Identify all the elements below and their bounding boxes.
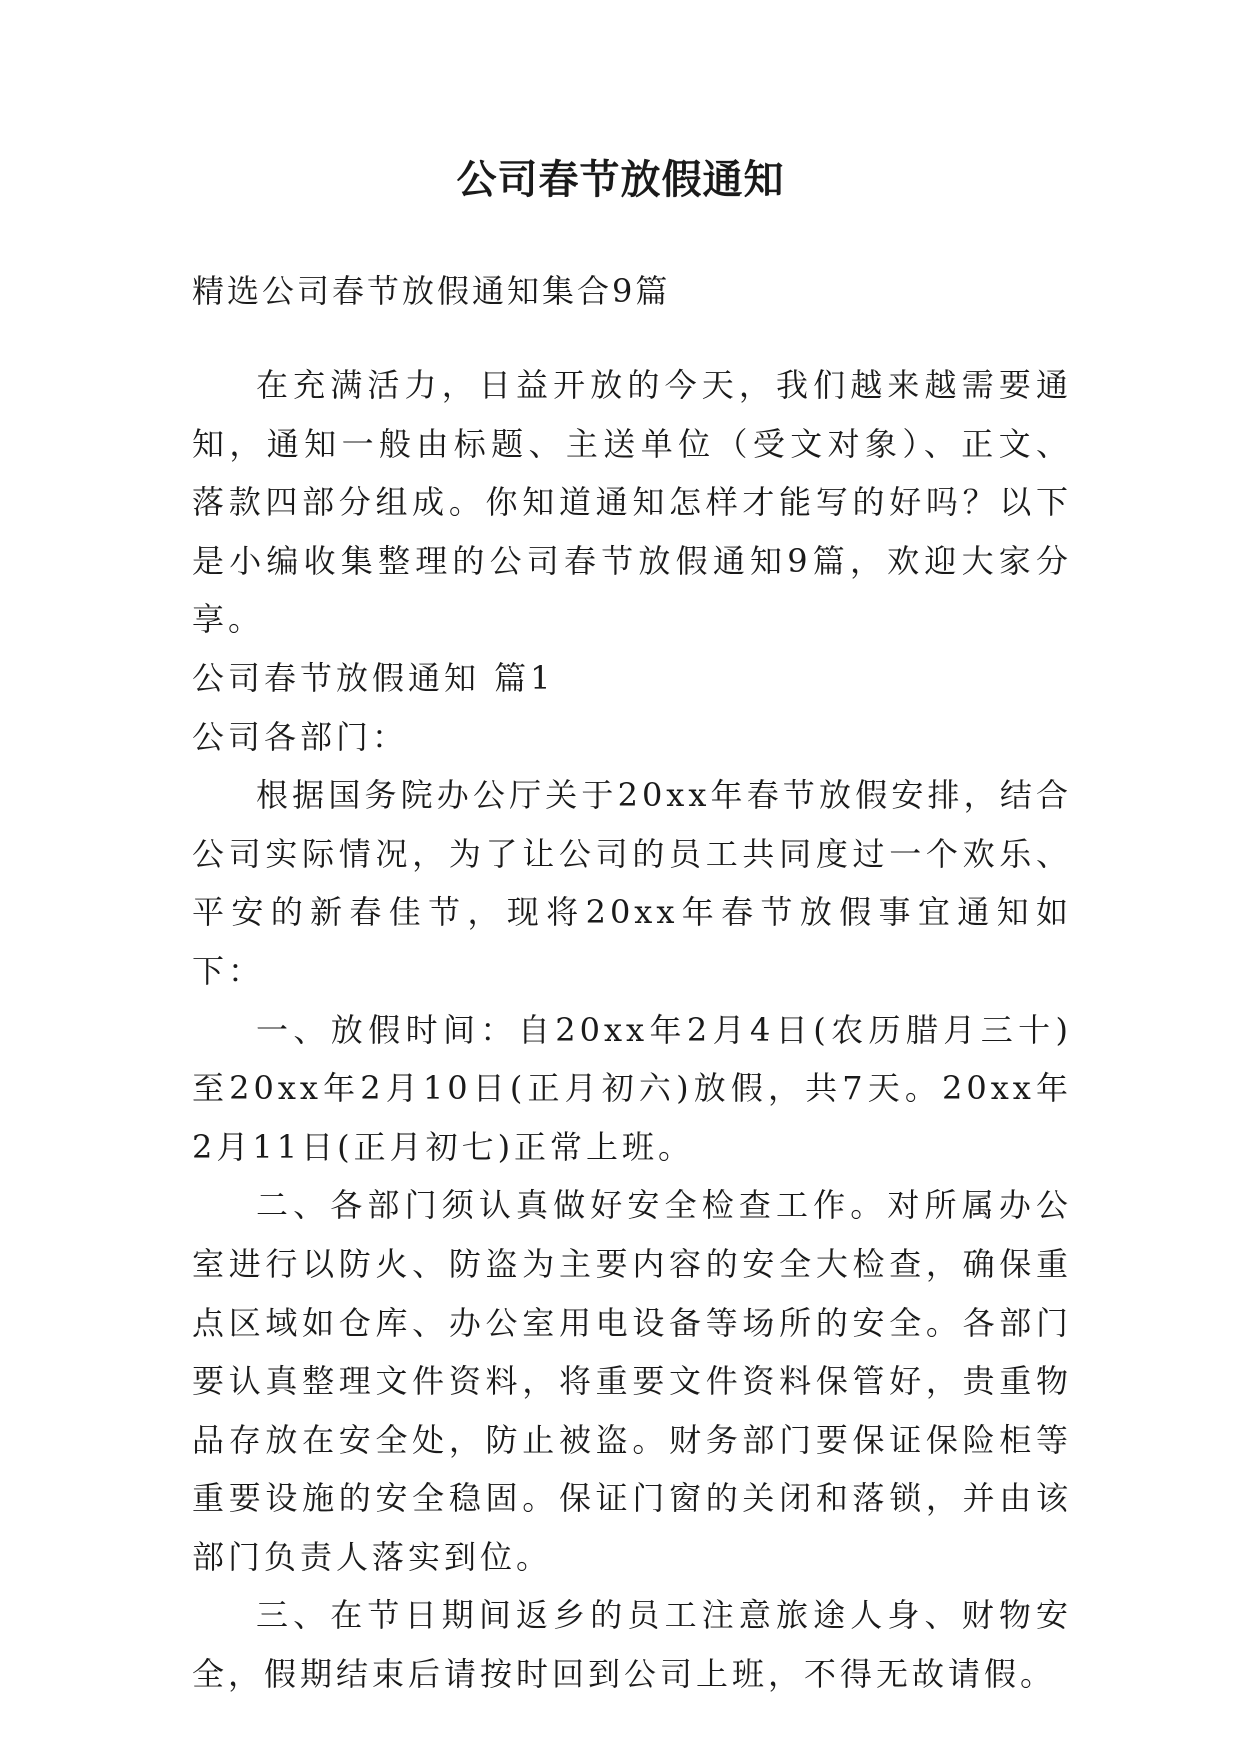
body-paragraph-1: 根据国务院办公厅关于20xx年春节放假安排，结合公司实际情况，为了让公司的员工共同度过一个欢乐、平安的新春佳节，现将20xx年春节放假事宜通知如下： (192, 776, 1072, 990)
salutation: 公司各部门： (192, 717, 409, 756)
body-paragraph-2: 一、放假时间：自20xx年2月4日(农历腊月三十)至20xx年2月10日(正月初六)放假，共7天。20xx年2月11日(正月初七)正常上班。 (192, 1010, 1072, 1166)
section-heading: 公司春节放假通知 篇1 (192, 658, 555, 697)
document-body (192, 356, 1072, 1704)
document-subtitle: 精选公司春节放假通知集合9篇 (192, 272, 671, 310)
document-title: 公司春节放假通知 (456, 156, 785, 203)
body-paragraph-3: 二、各部门须认真做好安全检查工作。对所属办公室进行以防火、防盗为主要内容的安全大检查，确保重点区域如仓库、办公室用电设备等场所的安全。各部门要认真整理文件资料，将重要文件资料保管好，贵重物品存放在安全处，防止被盗。财务部门要保证保险柜等重要设施的安全稳固。保证门窗的关闭和落锁，并由该部门负责人落实到位。 (192, 1186, 1072, 1576)
body-paragraph-4: 三、在节日期间返乡的员工注意旅途人身、财物安全，假期结束后请按时回到公司上班，不得无故请假。 (192, 1596, 1072, 1694)
intro-paragraph: 在充满活力，日益开放的今天，我们越来越需要通知，通知一般由标题、主送单位（受文对象）、正文、落款四部分组成。你知道通知怎样才能写的好吗？以下是小编收集整理的公司春节放假通知9篇，欢迎大家分享。 (192, 366, 1072, 639)
